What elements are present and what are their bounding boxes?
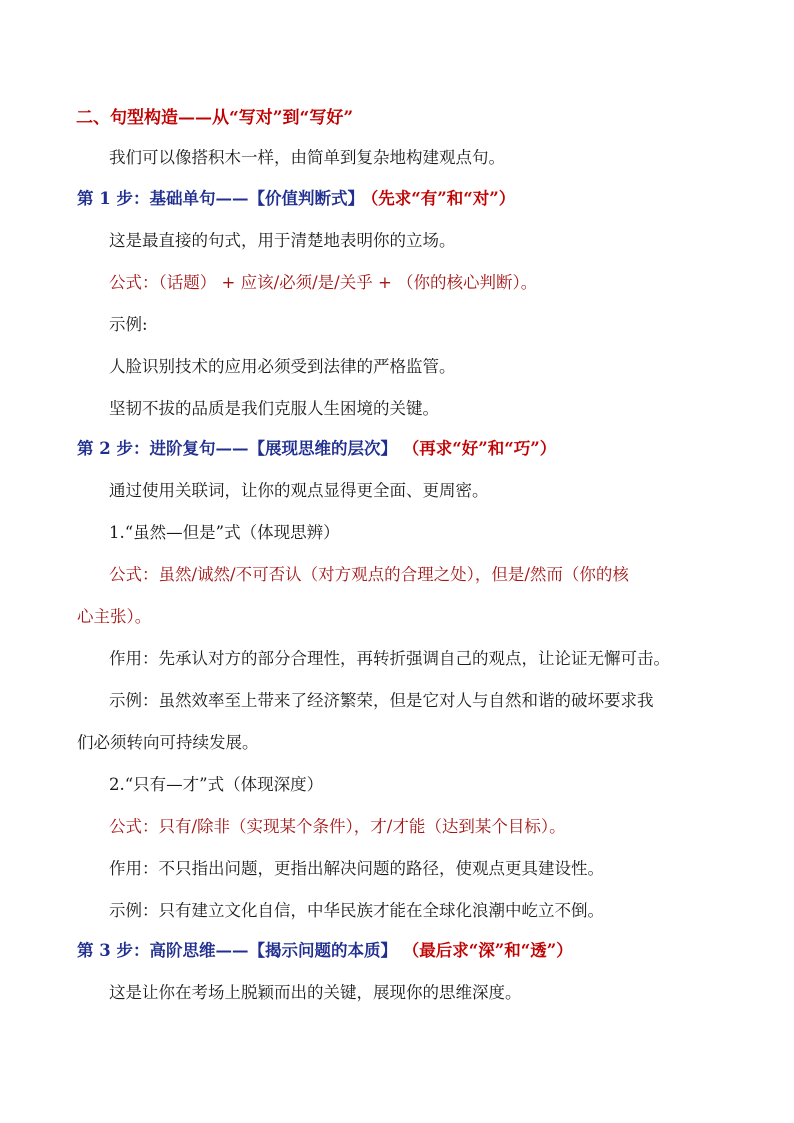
step2-description: 通过使用关联词，让你的观点显得更全面、更周密。 bbox=[109, 481, 489, 500]
step2-sub1-formula-line2: 心主张）。 bbox=[77, 607, 152, 626]
step1-label: 第 1 步： bbox=[77, 189, 150, 208]
step1-description: 这是最直接的句式，用于清楚地表明你的立场。 bbox=[109, 231, 456, 250]
step3-label: 第 3 步： bbox=[77, 941, 150, 960]
step3-note: （最后求“深”和“透”） bbox=[410, 941, 573, 960]
step2-heading bbox=[0, 438, 794, 460]
step1-note: （先求“有”和“对”） bbox=[369, 189, 516, 208]
step2-sub1-title: 1.“虽然—但是”式（体现思辨） bbox=[109, 523, 340, 542]
step3-heading bbox=[0, 940, 794, 962]
step1-example-1: 人脸识别技术的应用必须受到法律的严格监管。 bbox=[109, 357, 456, 376]
step2-sub2-title: 2.“只有—才”式（体现深度） bbox=[109, 775, 324, 794]
step1-heading bbox=[0, 188, 794, 210]
step1-example-2: 坚韧不拔的品质是我们克服人生困境的关键。 bbox=[109, 399, 439, 418]
step1-title: 基础单句——【价值判断式】 bbox=[149, 189, 364, 208]
step2-sub1-effect: 作用：先承认对方的部分合理性，再转折强调自己的观点，让论证无懈可击。 bbox=[109, 649, 670, 668]
step2-title: 进阶复句——【展现思维的层次】 bbox=[149, 439, 397, 458]
step2-sub2-example: 示例：只有建立文化自信，中华民族才能在全球化浪潮中屹立不倒。 bbox=[109, 901, 604, 920]
intro-paragraph: 我们可以像搭积木一样，由简单到复杂地构建观点句。 bbox=[109, 148, 505, 167]
step2-label: 第 2 步： bbox=[77, 439, 150, 458]
step2-sub2-effect: 作用：不只指出问题，更指出解决问题的路径，使观点更具建设性。 bbox=[109, 859, 604, 878]
step2-sub1-formula-line1: 公式：虽然/诚然/不可否认（对方观点的合理之处），但是/然而（你的核 bbox=[109, 565, 629, 584]
step3-title: 高阶思维——【揭示问题的本质】 bbox=[149, 941, 397, 960]
step2-sub2-formula: 公式：只有/除非（实现某个条件），才/才能（达到某个目标）。 bbox=[109, 817, 566, 836]
step1-formula: 公式：（话题） + 应该/必须/是/关乎 + （你的核心判断）。 bbox=[109, 273, 538, 292]
step2-sub1-example-line2: 们必须转向可持续发展。 bbox=[77, 733, 259, 752]
step2-sub1-example-line1: 示例：虽然效率至上带来了经济繁荣，但是它对人与自然和谐的破坏要求我 bbox=[109, 691, 654, 710]
step1-example-label: 示例: bbox=[109, 315, 148, 334]
step3-description: 这是让你在考场上脱颖而出的关键，展现你的思维深度。 bbox=[109, 983, 522, 1002]
step2-note: （再求“好”和“巧”） bbox=[410, 439, 557, 458]
section-title: 二、句型构造——从“写对”到“写好” bbox=[76, 108, 354, 128]
